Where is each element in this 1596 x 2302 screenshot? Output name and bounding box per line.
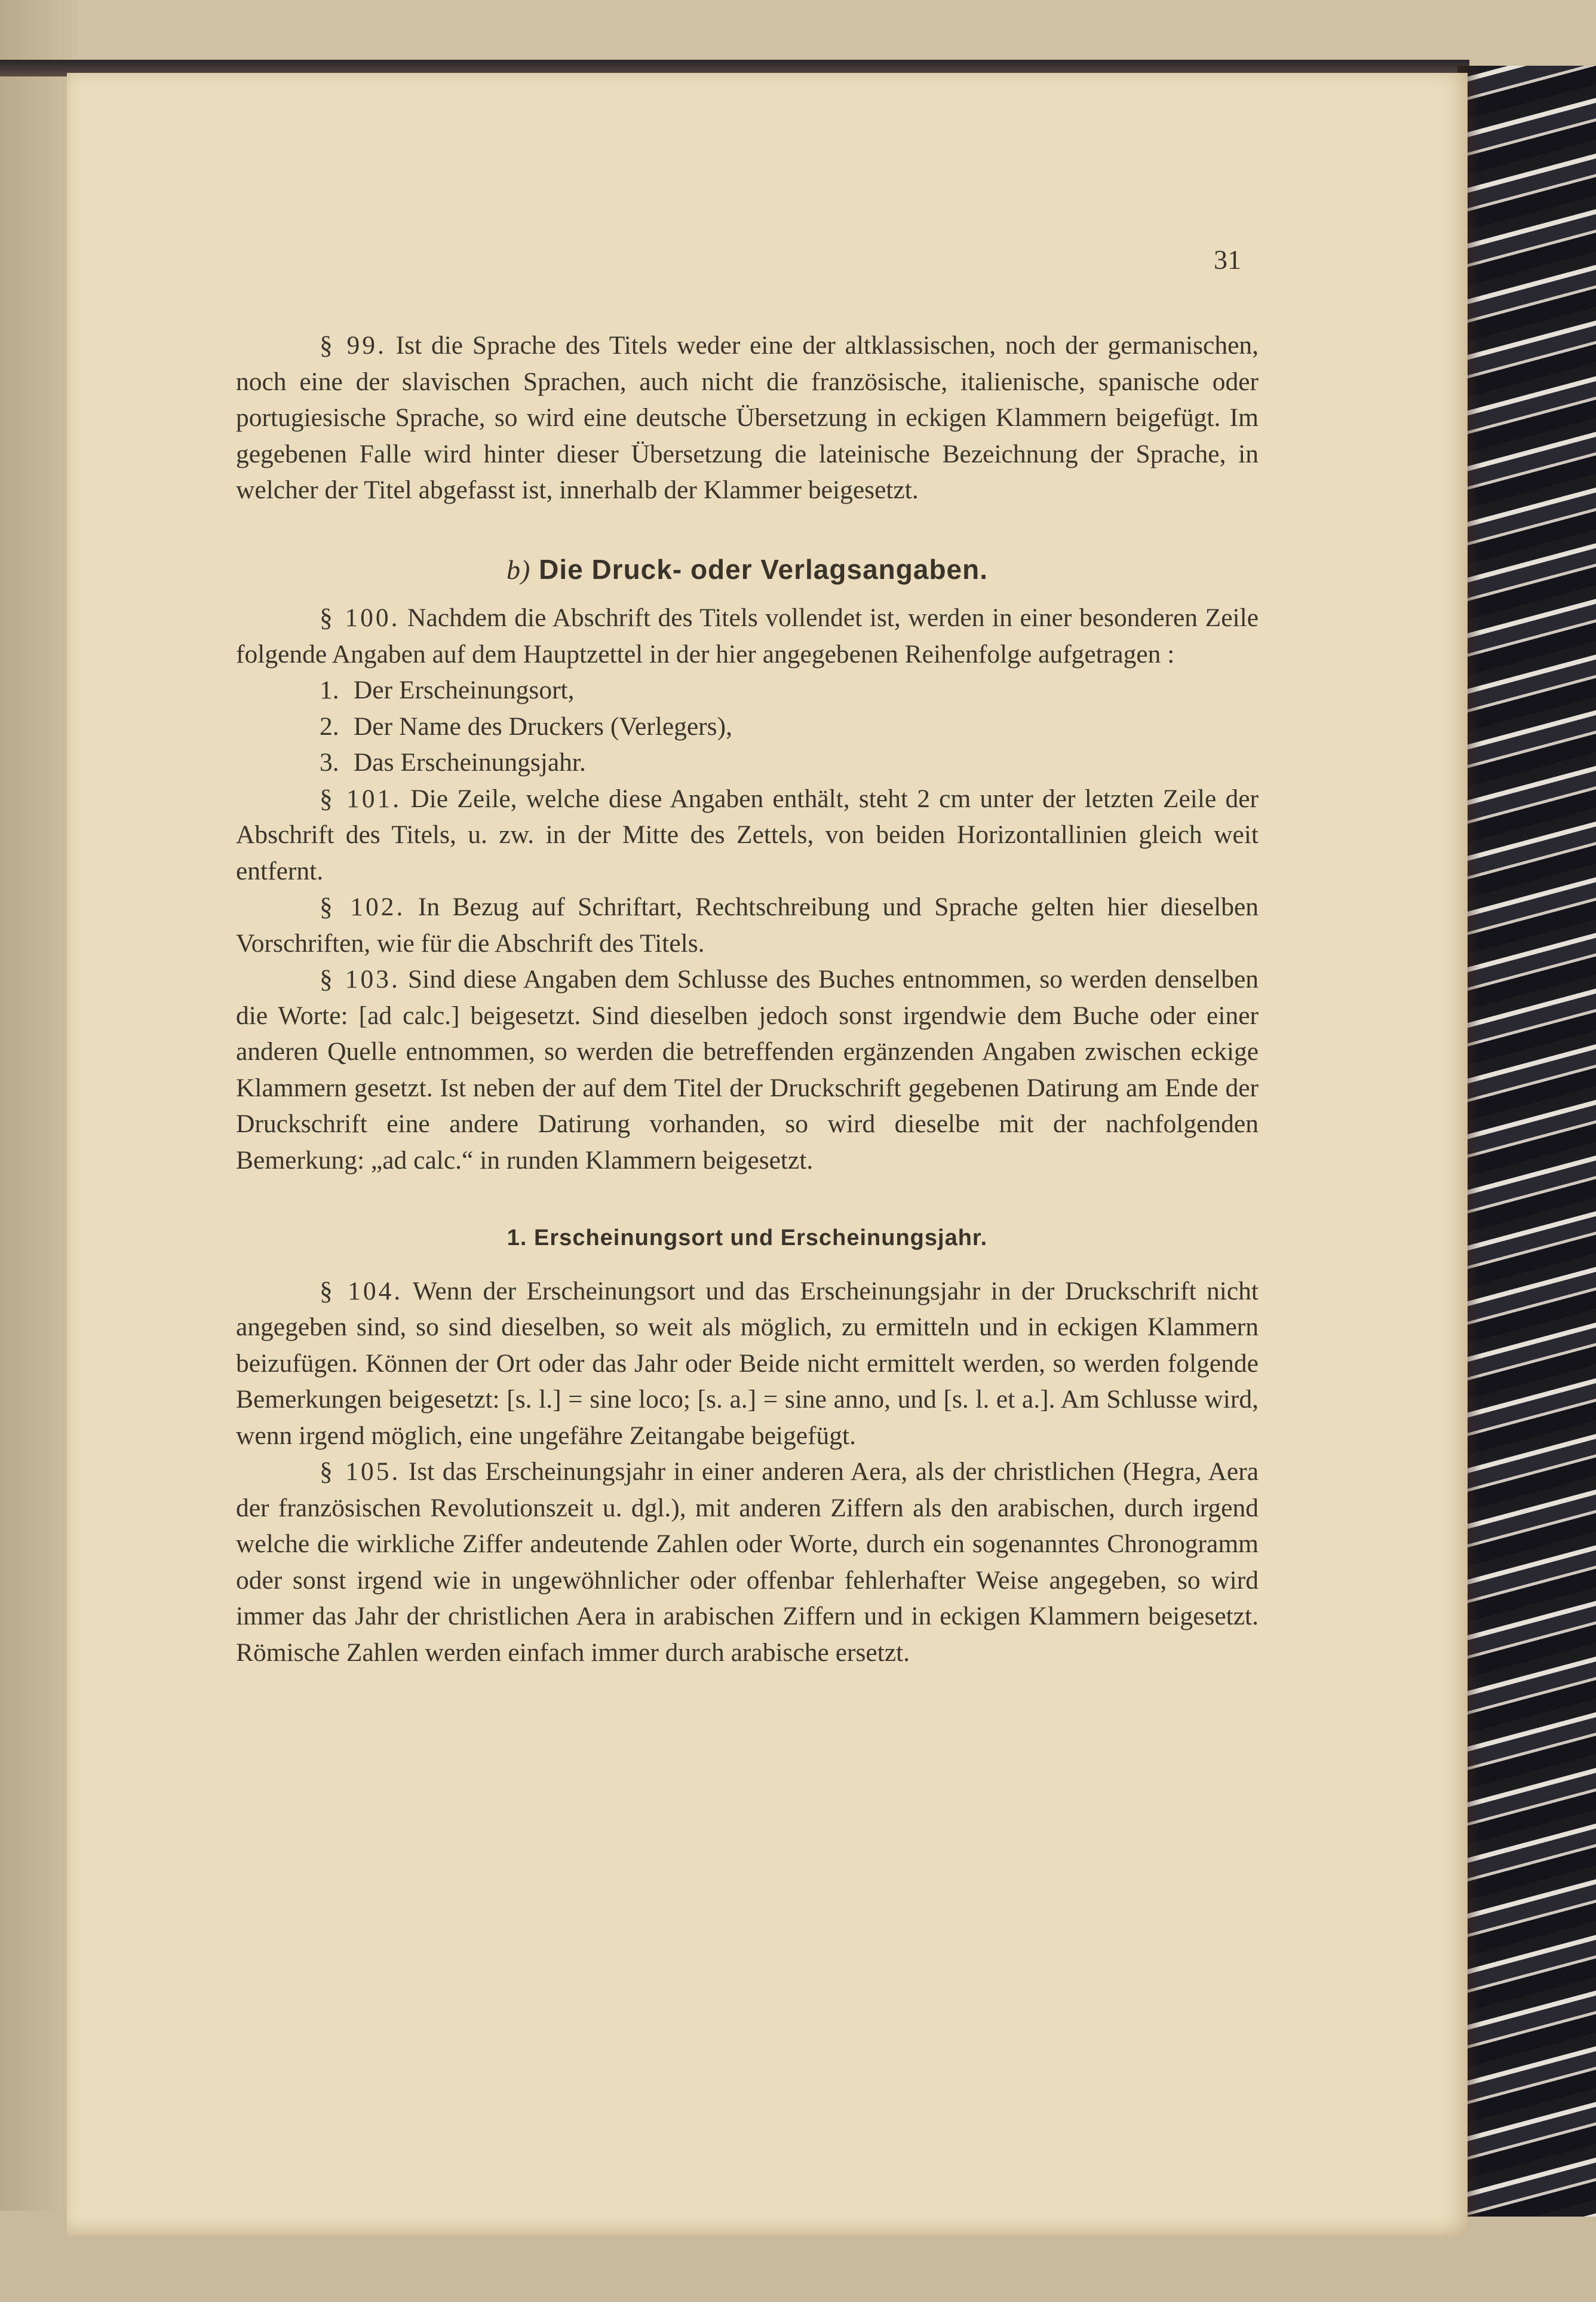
list-item-text: Der Erscheinungsort,	[353, 676, 575, 704]
list-item-text: Das Erscheinungsjahr.	[353, 748, 586, 777]
paragraph-105	[236, 1454, 1259, 1670]
paragraph-103-text: Sind diese Angaben dem Schlusse des Buches entnommen, so werden denselben die Worte: [ad calc.] beigesetzt. Sind dieselben jedoch sonst irgendwie dem Buche oder einer anderen Quelle entnommen, so werden die betreffenden ergänzenden Angaben zwischen eckige Klammern gesetzt. Ist neben der auf dem Titel der Druckschrift gegebenen Datirung am Ende der Druckschrift eine andere Datirung vorhanden, so wird dieselbe mit der nachfolgenden Bemerkung: „ad calc.“ in runden Klammern beigesetzt.	[236, 965, 1259, 1175]
section-sign-99: § 99.	[320, 331, 386, 360]
background-left	[0, 0, 78, 2302]
list-item-number: 2.	[320, 712, 339, 741]
section-sign-104: § 104.	[320, 1276, 403, 1305]
list-item	[236, 709, 1259, 745]
section-sign-102: § 102.	[320, 893, 406, 921]
page-number: 31	[1214, 244, 1241, 275]
paragraph-100	[236, 600, 1259, 672]
paragraph-99-text: Ist die Sprache des Titels weder eine der altklassischen, noch der germanischen, noch eine der slavischen Sprachen, auch nicht die französische, italienische, spanische oder portugiesische Sprache, so wird eine deutsche Übersetzung in eckigen Klammern beigefügt. Im gegebenen Falle wird hinter dieser Übersetzung die lateinische Bezeichnung der Sprache, in welcher der Titel abgefasst ist, innerhalb der Klammer beigesetzt.	[236, 331, 1259, 504]
list-item-text: Der Name des Druckers (Verlegers),	[353, 712, 732, 741]
list-item-number: 1.	[320, 676, 339, 704]
list-item	[236, 672, 1259, 709]
list-100	[236, 672, 1259, 781]
list-item-number: 3.	[320, 748, 339, 777]
list-item	[236, 744, 1259, 781]
paragraph-103	[236, 961, 1259, 1178]
paragraph-105-text: Ist das Erscheinungsjahr in einer anderen Aera, als der christlichen (Hegra, Aera der französischen Revolutionszeit u. dgl.), mit anderen Ziffern als den arabischen, durch irgend welche die wirkliche Ziffer andeutende Zahlen oder Worte, durch ein sogenanntes Chronogramm oder sonst irgend wie in ungewöhnlicher oder offenbar fehlerhafter Weise angegeben, so wird immer das Jahr der christlichen Aera in arabischen Ziffern und in eckigen Klammern beigesetzt. Römische Zahlen werden einfach immer durch arabische ersetzt.	[236, 1457, 1259, 1667]
paragraph-102-text: In Bezug auf Schriftart, Rechtschreibung und Sprache gelten hier dieselben Vorschriften, wie für die Abschrift des Titels.	[236, 893, 1259, 958]
section-sign-103: § 103.	[320, 965, 400, 994]
paragraph-101-text: Die Zeile, welche diese Angaben enthält, steht 2 cm unter der letzten Zeile der Abschrift des Titels, u. zw. in der Mitte des Zettels, von beiden Horizontallinien gleich weit entfernt.	[236, 784, 1259, 885]
paragraph-104-text: Wenn der Erscheinungsort und das Erscheinungsjahr in der Druckschrift nicht angegeben sind, so sind dieselben, so weit als möglich, zu ermitteln und in eckigen Klammern beizufügen. Können der Ort oder das Jahr oder Beide nicht ermittelt werden, so werden folgende Bemerkungen beigesetzt: [s. l.] = sine loco; [s. a.] = sine anno, und [s. l. et a.]. Am Schlusse wird, wenn irgend möglich, eine ungefähre Zeitangabe beigefügt.	[236, 1276, 1259, 1450]
paragraph-99	[236, 327, 1259, 508]
subheading-b-text: Die Druck- oder Verlagsangaben.	[530, 553, 988, 585]
paragraph-100-text: Nachdem die Abschrift des Titels vollendet ist, werden in einer besonderen Zeile folgende Angaben auf dem Hauptzettel in der hier angegebenen Reihenfolge aufgetragen :	[236, 603, 1259, 669]
subheading-1: 1. Erscheinungsort und Erscheinungsjahr.	[507, 1225, 988, 1250]
paragraph-104	[236, 1273, 1259, 1454]
paragraph-101	[236, 781, 1259, 890]
section-sign-101: § 101.	[320, 784, 402, 813]
paragraph-102	[236, 889, 1259, 961]
section-sign-105: § 105.	[320, 1457, 401, 1486]
subheading-b	[236, 551, 1259, 588]
subheading-b-letter: b)	[506, 554, 531, 585]
page-body	[236, 327, 1259, 1670]
section-sign-100: § 100.	[320, 603, 400, 632]
